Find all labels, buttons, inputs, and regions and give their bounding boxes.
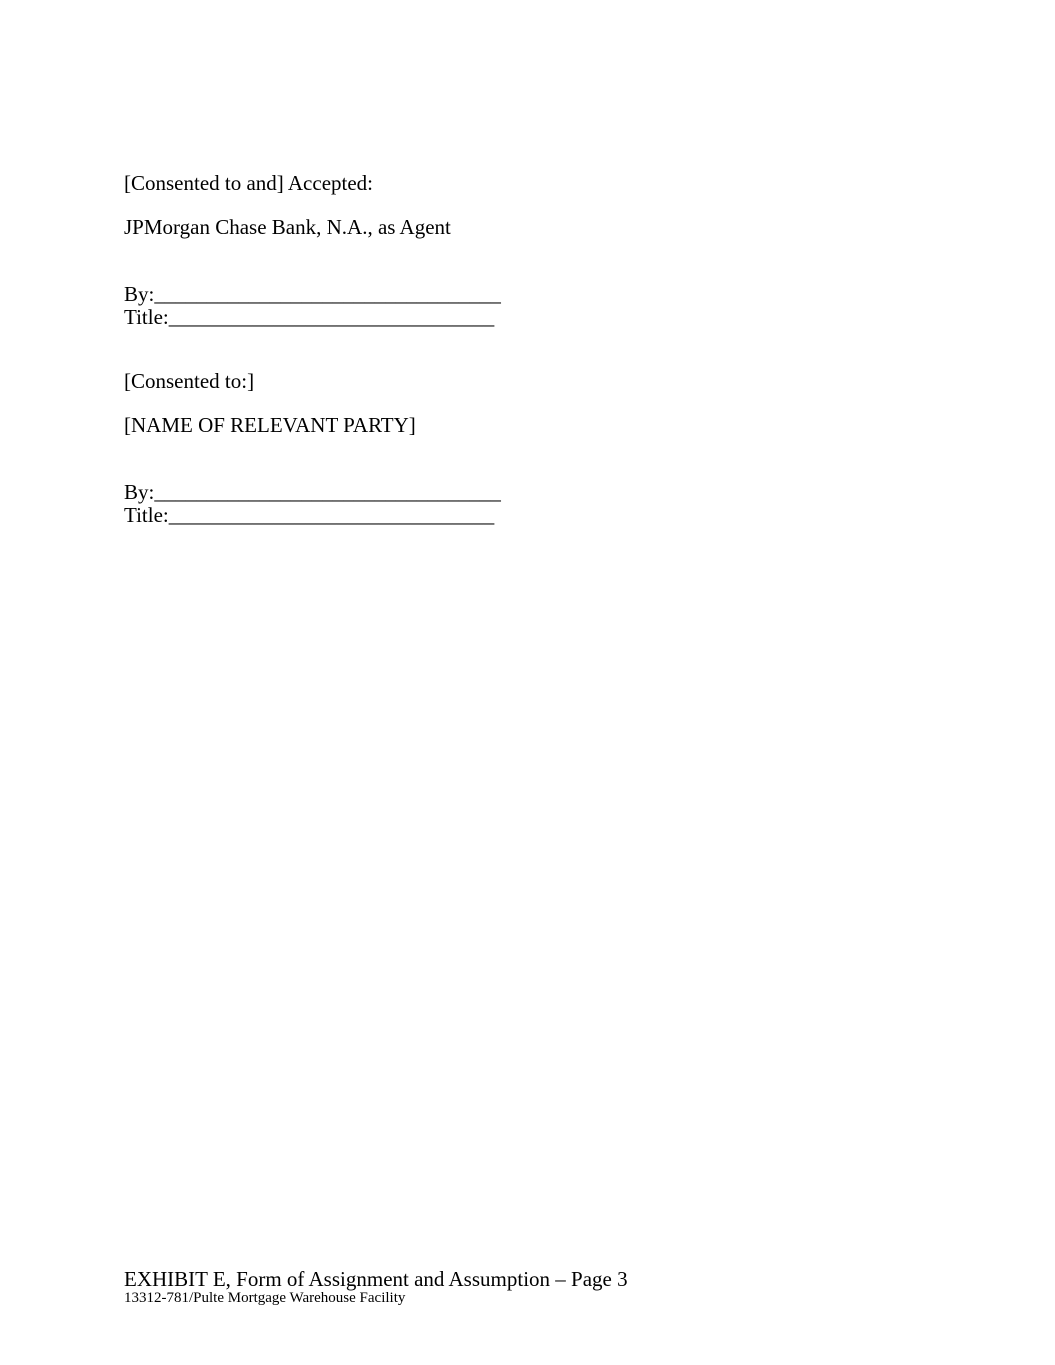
footer-matter-reference: 13312-781/Pulte Mortgage Warehouse Facility [124,1290,406,1306]
agent-title-row [124,306,494,329]
agent-by-signature-line: _________________________________ [154,282,501,306]
agent-by-label: By: [124,282,155,306]
agent-title-signature-line: _______________________________ [168,305,495,329]
footer-exhibit-line: EXHIBIT E, Form of Assignment and Assumption – Page 3 [124,1267,628,1291]
party-title-row [124,504,494,527]
consented-to-heading: [Consented to:] [124,369,255,393]
party-by-signature-line: _________________________________ [154,480,501,504]
consented-accepted-heading: [Consented to and] Accepted: [124,171,374,195]
party-by-label: By: [124,480,155,504]
party-by-row [124,481,501,504]
party-title-label: Title: [124,503,169,527]
party-title-signature-line: _______________________________ [168,503,495,527]
agent-title-label: Title: [124,305,169,329]
agent-party-name: JPMorgan Chase Bank, N.A., as Agent [124,215,451,239]
relevant-party-name: [NAME OF RELEVANT PARTY] [124,413,416,437]
agent-by-row [124,283,501,306]
